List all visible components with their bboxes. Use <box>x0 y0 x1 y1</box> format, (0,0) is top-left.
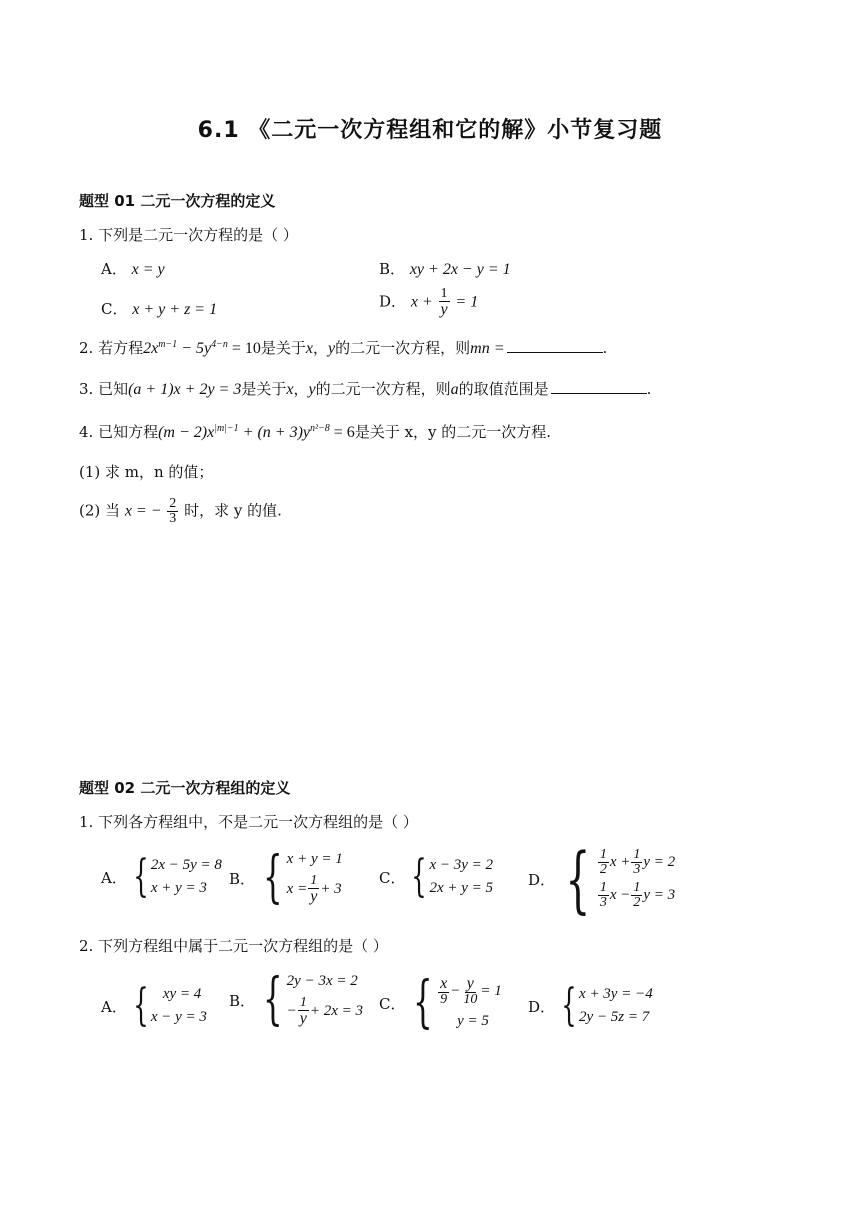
numerator: x <box>440 975 448 992</box>
s1-q4-sub1: (1) 求 m，n 的值； <box>79 463 214 481</box>
denominator: 9 <box>440 992 448 1007</box>
fraction <box>631 881 642 910</box>
q2-exp-a: m−1 <box>158 339 178 350</box>
q2-term-b: − 5y <box>177 340 212 357</box>
option-expr: x = y <box>131 261 165 278</box>
numerator: 1 <box>599 847 607 862</box>
system-row: 2y − 5z = 7 <box>579 1009 650 1025</box>
q2-var-x: x <box>305 340 313 357</box>
numerator: 2 <box>169 496 177 511</box>
q4-p3: = 6 <box>329 424 355 441</box>
s1-q1-option-b <box>379 258 511 279</box>
q3-pre: 3. 已知 <box>79 380 129 398</box>
denominator: 3 <box>633 862 641 877</box>
answer-blank[interactable] <box>551 379 647 394</box>
brace-icon: { <box>263 967 283 1032</box>
q3-var-a: a <box>450 381 459 398</box>
s2-q1-option-b <box>229 845 343 910</box>
brace-icon: { <box>411 851 428 902</box>
denominator: 10 <box>463 992 478 1007</box>
s2-q2-option-c <box>379 970 502 1035</box>
section-heading-1: 题型 01 二元一次方程的定义 <box>79 192 276 210</box>
s2-q2-option-a <box>101 980 207 1031</box>
option-label: A． <box>101 868 127 887</box>
q2-mid: 是关于 <box>260 339 306 357</box>
numerator: 1 <box>310 873 318 888</box>
equation-system <box>405 970 502 1035</box>
s2-q1-option-a <box>101 851 222 902</box>
row-post: + 2x = 3 <box>309 1003 364 1019</box>
option-expr: xy + 2x − y = 1 <box>409 261 511 278</box>
equation-system <box>255 845 343 910</box>
brace-icon: { <box>561 980 577 1031</box>
q2-end: . <box>602 339 608 357</box>
system-row <box>287 996 363 1027</box>
fraction <box>167 497 178 526</box>
numerator: 1 <box>440 286 448 301</box>
sub2-pre: (2) 当 <box>79 501 121 520</box>
system-row: x + y = 3 <box>150 880 207 896</box>
option-label: B． <box>379 260 406 278</box>
system-row: 2y − 3x = 2 <box>286 973 358 989</box>
fraction <box>598 848 609 877</box>
system-row: x + y = 1 <box>286 851 343 867</box>
s2-q1-option-c <box>379 851 494 902</box>
s1-q4-sub2 <box>79 497 282 526</box>
brace-icon: { <box>413 970 434 1035</box>
s1-q1-option-d <box>379 287 478 318</box>
q3-mid2: 的二元一次方程，则 <box>315 380 451 398</box>
row-post: y = 3 <box>643 887 676 903</box>
s2-q1-stem: 1. 下列各方程组中，不是二元一次方程组的是（ ） <box>79 813 418 831</box>
q2-term-a: 2x <box>143 340 159 357</box>
equation-system <box>555 837 676 921</box>
system-row: 2x − 5y = 8 <box>150 857 222 873</box>
row-post: y = 2 <box>643 854 676 870</box>
system-row <box>597 881 675 910</box>
s2-q1-option-d <box>528 837 676 921</box>
sub2-post: 时，求 y 的值. <box>184 501 282 520</box>
q3-var-x: x <box>286 381 294 398</box>
system-row <box>287 874 343 905</box>
numerator: 1 <box>633 847 641 862</box>
fraction <box>631 848 642 877</box>
numerator: 1 <box>633 880 641 895</box>
option-label: C． <box>379 868 406 887</box>
option-label: A． <box>101 260 127 278</box>
row-post: + 3 <box>320 881 342 897</box>
row-mid: − <box>450 983 461 999</box>
numerator: 1 <box>599 880 607 895</box>
row-pre: x = <box>286 881 308 897</box>
q4-p1: (m − 2)x <box>158 424 215 441</box>
q4-p2: + (n + 3)y <box>238 424 311 441</box>
system-row: x − y = 3 <box>150 1009 207 1025</box>
brace-icon: { <box>565 837 591 921</box>
section-heading-2: 题型 02 二元一次方程组的定义 <box>79 779 291 797</box>
brace-icon: { <box>133 851 149 902</box>
s1-q4 <box>79 421 551 442</box>
q2-pre: 2. 若方程 <box>79 339 144 357</box>
s1-q2 <box>79 337 607 358</box>
denominator: y <box>299 1010 307 1027</box>
s1-q1-option-c <box>101 298 217 319</box>
option-label: D． <box>379 292 407 311</box>
s2-q2-stem: 2. 下列方程组中属于二元一次方程组的是（ ） <box>79 937 388 955</box>
q3-end: . <box>646 380 652 398</box>
sub2-expr: x = − <box>124 502 162 520</box>
system-row <box>597 848 675 877</box>
denominator: y <box>310 888 318 905</box>
q4-exp1: |m|−1 <box>214 423 239 434</box>
fraction <box>438 976 449 1007</box>
q4-post: 是关于 x，y 的二元一次方程. <box>354 423 552 441</box>
q2-sep: ， <box>313 339 329 357</box>
equation-system <box>555 980 653 1031</box>
brace-icon: { <box>263 845 283 910</box>
row-pre: − <box>286 1003 297 1019</box>
q3-var-y: y <box>308 381 316 398</box>
system-row <box>437 976 502 1007</box>
page-title: 6.1 《二元一次方程组和它的解》小节复习题 <box>197 118 663 143</box>
fraction <box>298 996 309 1027</box>
q4-pre: 4. 已知方程 <box>79 423 159 441</box>
equation-system <box>405 851 494 902</box>
system-row: x − 3y = 2 <box>429 857 494 873</box>
q3-expr: (a + 1)x + 2y = 3 <box>128 381 242 398</box>
s2-q2-option-d <box>528 980 653 1031</box>
option-label: C． <box>101 300 128 318</box>
answer-blank[interactable] <box>507 338 603 353</box>
option-label: D． <box>528 870 556 889</box>
option-label: C． <box>379 994 406 1013</box>
q2-post: 的二元一次方程，则 <box>335 339 471 357</box>
denominator: 2 <box>633 895 641 910</box>
brace-icon: { <box>133 980 149 1031</box>
row-mid: x + <box>609 854 631 870</box>
s1-q3 <box>79 378 651 399</box>
q4-exp2: n²−8 <box>310 423 330 434</box>
fraction <box>439 287 450 318</box>
fraction <box>308 874 319 905</box>
q2-ask: mn = <box>470 340 505 357</box>
q3-post: 的取值范围是 <box>458 380 549 398</box>
row-post: = 1 <box>480 983 502 999</box>
option-expr-post: = 1 <box>455 293 479 311</box>
equation-system <box>127 980 207 1031</box>
option-label: D． <box>528 997 556 1016</box>
s1-q1-option-a <box>101 258 165 279</box>
s2-q2-option-b <box>229 967 364 1032</box>
row-mid: x − <box>609 887 631 903</box>
numerator: 1 <box>299 995 307 1010</box>
option-label: A． <box>101 997 127 1016</box>
denominator: 3 <box>599 895 607 910</box>
denominator: 2 <box>599 862 607 877</box>
numerator: y <box>466 975 474 992</box>
option-expr: x + y + z = 1 <box>132 301 218 318</box>
equation-system <box>255 967 364 1032</box>
q3-mid: 是关于 <box>241 380 287 398</box>
denominator: 3 <box>169 511 177 526</box>
equation-system <box>127 851 222 902</box>
q2-var-y: y <box>328 340 336 357</box>
denominator: y <box>440 301 448 318</box>
system-row: x + 3y = −4 <box>579 986 653 1002</box>
system-row: 2x + y = 5 <box>429 880 494 896</box>
fraction <box>598 881 609 910</box>
s1-q1-stem: 1. 下列是二元一次方程的是（ ） <box>79 226 298 244</box>
q2-exp-b: 4−n <box>211 339 228 350</box>
option-label: B． <box>229 991 256 1010</box>
option-label: B． <box>229 869 256 888</box>
system-row: y = 5 <box>457 1013 489 1029</box>
fraction <box>461 976 479 1007</box>
option-expr-pre: x + <box>410 293 433 311</box>
q3-sep: ， <box>293 380 309 398</box>
system-row: xy = 4 <box>162 986 202 1002</box>
q2-term-c: = 10 <box>227 340 261 357</box>
